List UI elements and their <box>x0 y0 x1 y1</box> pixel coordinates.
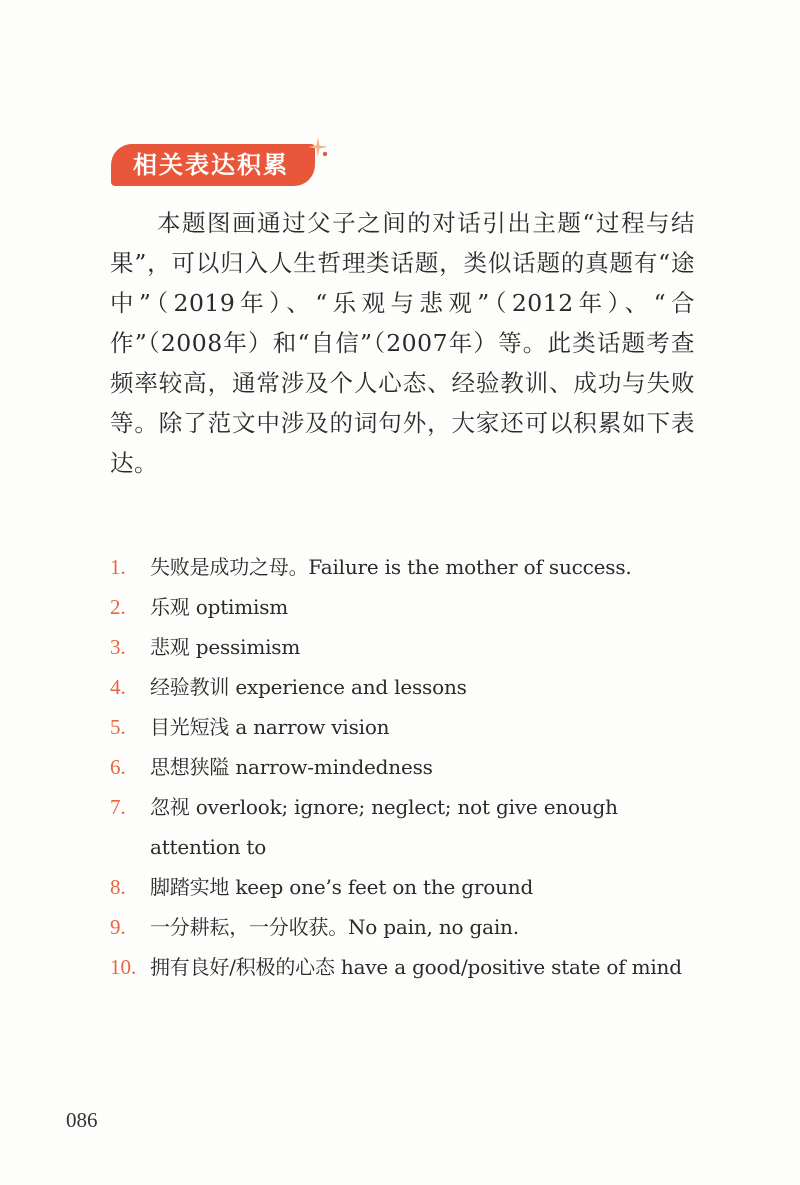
list-item <box>110 707 710 747</box>
item-number: 9. <box>110 915 126 939</box>
expression-list <box>110 547 710 987</box>
section-title: 相关表达积累 <box>133 150 289 179</box>
item-text: 悲观 pessimism <box>150 635 301 659</box>
item-text: 忽视 overlook; ignore; neglect; not give enough attention to <box>150 795 618 859</box>
item-text: 思想狭隘 narrow-mindedness <box>150 755 433 779</box>
list-item <box>110 547 710 587</box>
intro-paragraph: 本题图画通过父子之间的对话引出主题“过程与结果”，可以归入人生哲理类话题，类似话题的真题有“途中”（2019年）、“乐观与悲观”（2012年）、“合作”（2008年）和“自信”（2007年）等。此类话题考查频率较高，通常涉及个人心态、经验教训、成功与失败等。除了范文中涉及的词句外，大家还可以积累如下表达。 <box>110 209 695 477</box>
item-number: 2. <box>110 595 126 619</box>
item-text: 一分耕耘，一分收获。No pain, no gain. <box>150 915 519 939</box>
item-number: 5. <box>110 715 126 739</box>
sparkle-icon <box>306 135 330 159</box>
list-item <box>110 907 710 947</box>
item-number: 4. <box>110 675 126 699</box>
list-item <box>110 947 710 987</box>
list-item <box>110 667 710 707</box>
item-text: 拥有良好/积极的心态 have a good/positive state of mind <box>150 955 682 979</box>
list-item <box>110 867 710 907</box>
item-number: 7. <box>110 795 126 819</box>
list-item <box>110 587 710 627</box>
item-text: 失败是成功之母。Failure is the mother of success. <box>150 555 632 579</box>
item-number: 3. <box>110 635 126 659</box>
list-item <box>110 747 710 787</box>
item-text: 乐观 optimism <box>150 595 289 619</box>
item-text: 经验教训 experience and lessons <box>150 675 467 699</box>
item-text: 目光短浅 a narrow vision <box>150 715 390 739</box>
list-item <box>110 787 710 867</box>
list-item <box>110 627 710 667</box>
section-title-badge <box>111 144 315 186</box>
page-number: 086 <box>66 1108 98 1132</box>
item-number: 10. <box>110 955 137 979</box>
item-number: 8. <box>110 875 126 899</box>
item-text: 脚踏实地 keep one’s feet on the ground <box>150 875 534 899</box>
item-number: 1. <box>110 555 126 579</box>
item-number: 6. <box>110 755 126 779</box>
